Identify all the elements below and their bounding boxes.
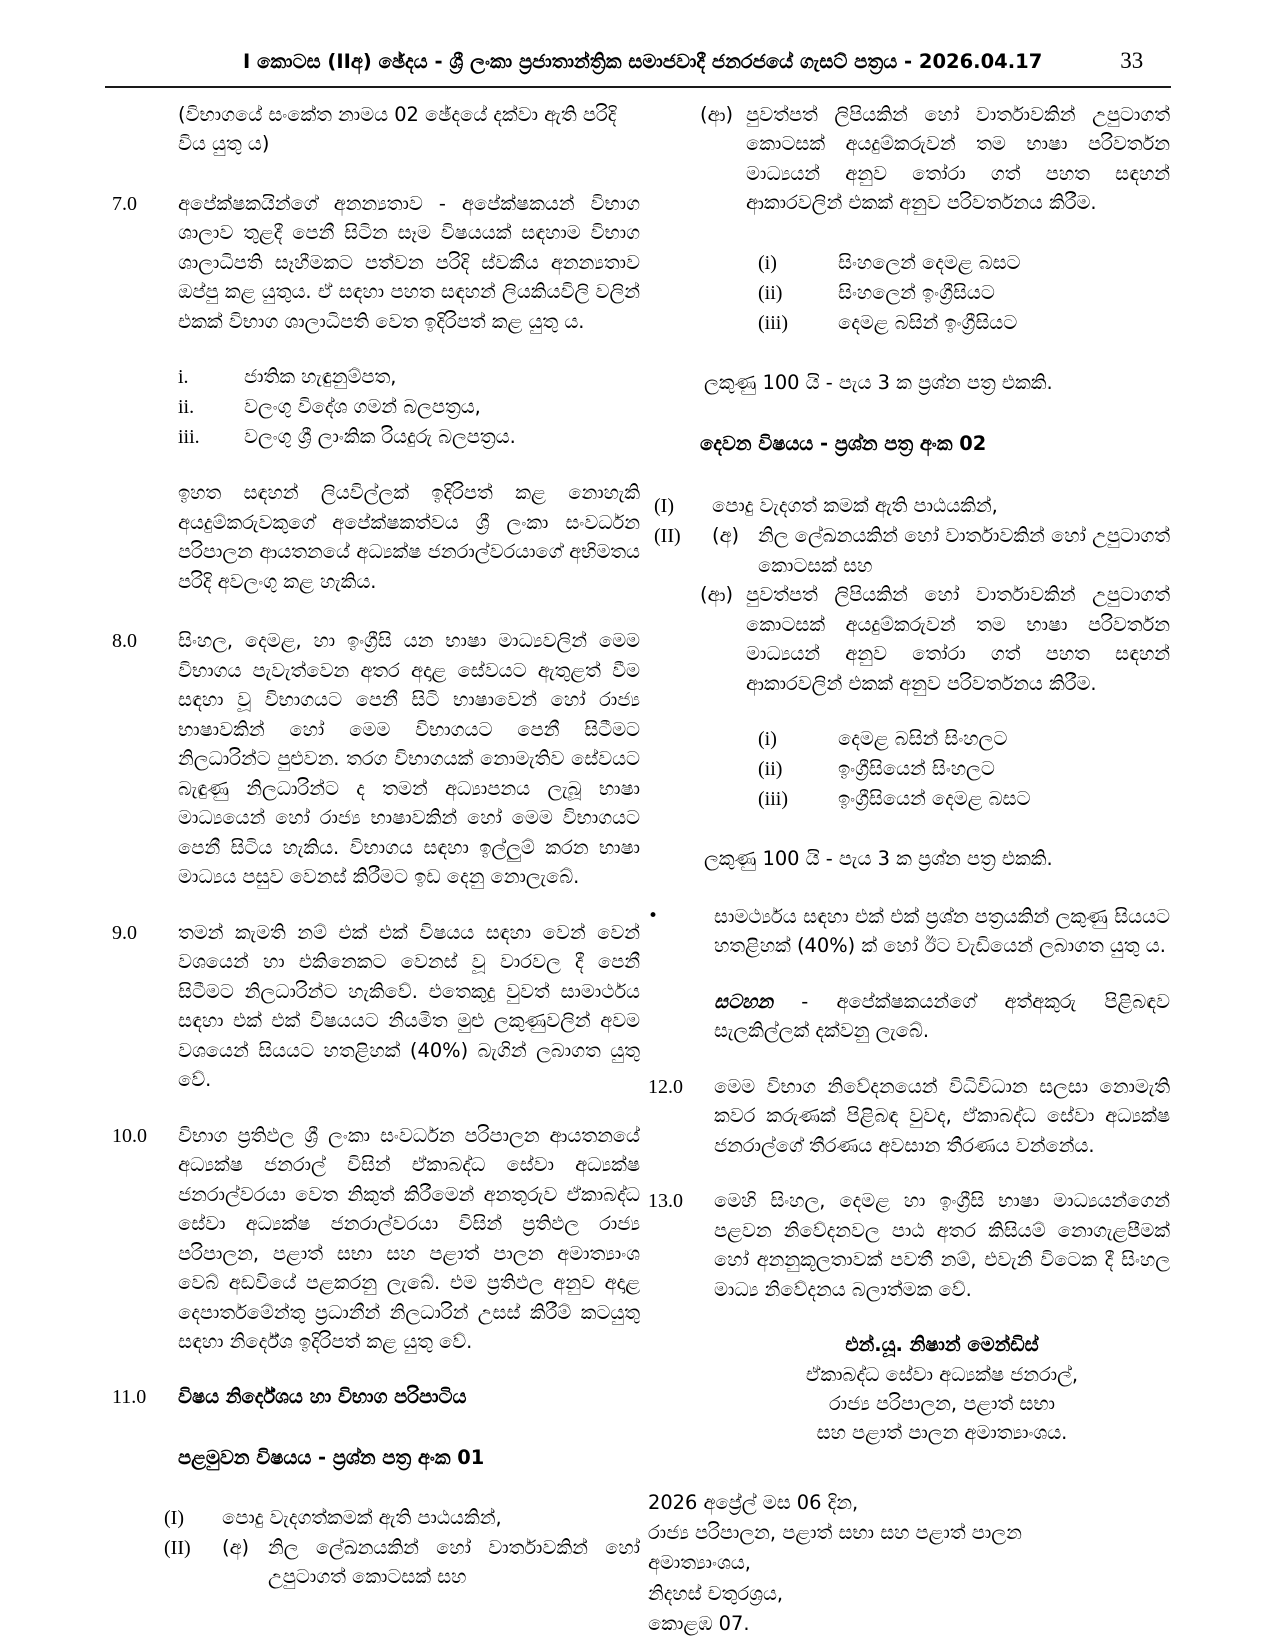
address-line-4: නිදහස් චතුරශ්‍රය, [648,1581,784,1605]
right-column [648,100,1170,1639]
paper1-item-II [164,1533,640,1592]
clause-8 [112,626,640,891]
list-item [758,308,1170,338]
spacer [648,698,1170,724]
paper2-item-II-sublabel: (අ) [712,524,740,548]
identity-documents-list [178,362,640,452]
paper1-items [164,1503,640,1592]
list-marker: i. [178,366,189,389]
list-item [758,248,1170,278]
paper2-item-II-label: (II) [654,525,681,548]
paper2-translation-list [758,724,1170,814]
list-text: දෙමළ බසින් ඉංග්‍රීසියට [838,310,1018,334]
clause-9-number: 9.0 [112,921,137,944]
list-text: ජාතික හැඳුනුම්පත, [244,365,397,389]
signatory-title-line-3: සහ පළාත් පාලන අමාත්‍යාංශය. [816,1421,1068,1445]
paper1-item-II-sublabel: (අ) [222,1535,250,1559]
clause-12 [648,1072,1170,1160]
list-marker: (i) [758,728,777,751]
paper1-marks: ලකුණු 100 යි - පැය 3 ක ප්‍රශ්න පත්‍ර එකකි. [704,370,1053,394]
list-item [758,784,1170,814]
clause-8-text: සිංහල, දෙමළ, හා ඉංග්‍රීසි යන භාෂා මාධ්‍යවලින් මෙම විභාගය පැවැත්වෙන අතර අදාළ සේවයට ඇතුළත් වීම සඳහා වූ විභාගයට පෙනී සිටි භාෂාවෙන් හෝ රාජ්‍ය භාෂාවකින් හෝ මෙම විභාගයට පෙනී සිටීමට නිලධාරින්ට පුළුවන. තරග විභාගයක් නොමැතිව සේවයට බැඳුණු නිලධාරින්ට ද තමන් අධ්‍යාපනය ලැබූ භාෂා මාධ්‍යයෙන් හෝ රාජ්‍ය භාෂාවකින් හෝ මෙම විභාගයට පෙනී සිටිය හැකිය. විභාගය සඳහා ඉල්ලුම් කරන භාෂා මාධ්‍යය පසුව වෙනස් කිරීමට ඉඩ දෙනු නොලැබේ. [178,629,640,889]
bullet-icon: • [648,905,659,926]
address-line-1: 2026 අප්‍රේල් මස 06 දින, [648,1490,859,1514]
clause-7 [112,189,640,336]
signature-block [714,1330,1170,1448]
address-line-2: රාජ්‍ය පරිපාලන, පළාත් සභා සහ පළාත් පාලන [648,1521,1022,1545]
clause-9-text: තමන් කැමති නම් එක් එක් විෂයය සඳහා වෙන් වෙන් වශයෙන් හා එකිනෙකට වෙනස් වූ වාරවල දී පෙනී සිටීමට නිලධාරින්ට හැකිවේ. එතෙකුදු වුවත් සාමාර්ථය සඳහා එක් එක් විෂයයට නියමිත මුළු ලකුණුවලින් අවම වශයෙන් සියයට හතළිහක් (40%) බැගින් ලබාගත යුතු වේ. [178,920,640,1092]
candidacy-cancellation-paragraph: ඉහත සඳහන් ලියවිල්ලක් ඉදිරිපත් කළ නොහැකි අයදුම්කරුවකුගේ අපේක්ෂකත්වය ශ්‍රී ලංකා සංවර්ධන පරිපාලන ආයතනයේ අධ්‍යක්ෂ ජනරාල්වරයාගේ අභිමතය පරිදි අවලංගු කළ හැකිය. [178,481,640,593]
list-marker: (iii) [758,788,788,811]
list-text: සිංහලෙන් ඉංග්‍රීසියට [838,280,995,304]
list-text: ඉංග්‍රීසියෙන් දෙමළ බසට [838,787,1031,811]
left-column [112,100,640,1592]
list-text: සිංහලෙන් දෙමළ බසට [838,250,1021,274]
list-marker: (iii) [758,311,788,334]
paper2-item-I-text: පොදු වැදගත් කමක් ඇති පාඨයකින්, [712,493,998,517]
list-item [178,392,640,422]
page-header [105,48,1170,84]
address-block [648,1488,1170,1639]
clause-10 [112,1121,640,1357]
pass-mark-bullet [648,902,1170,961]
clause-11-number: 11.0 [112,1386,147,1409]
note-dash: - [801,989,809,1013]
clause-12-text: මෙම විභාග නිවේදනයෙන් විධිවිධාන සලසා නොමැති කවර කරුණක් පිළිබඳ වුවද, ඒකාබද්ධ සේවා අධ්‍යක්ෂ ජනරාල්ගේ තීරණය අවසාන තීරණය වන්නේය. [714,1074,1170,1157]
paper2-item-II-text: නිල ලේඛනයකින් හෝ වාර්තාවකින් හෝ උපුටාගත් කොටසක් සහ [758,524,1170,577]
list-item [178,362,640,392]
list-item [758,754,1170,784]
paper2-marks: ලකුණු 100 යි - පැය 3 ක ප්‍රශ්න පත්‍ර එකකි. [704,847,1053,871]
exam-code-note: (විභාගයේ සංකේත නාමය 02 ඡේදයේ දක්වා ඇති පරිදි විය යුතු ය) [178,103,617,156]
list-marker: iii. [178,426,200,449]
handwriting-note [714,987,1170,1046]
note-label: සටහන [714,989,773,1013]
note-text: අපේක්ෂකයන්ගේ අත්අකුරු පිළිබඳව සැලකිල්ලක් දක්වනු ලැබේ. [714,989,1170,1043]
clause-13-text: මෙහි සිංහල, දෙමළ හා ඉංග්‍රීසි භාෂා මාධ්‍යයන්ගෙන් පළවන නිවේදනවල පාඨ අතර කිසියම් නොගැළපීමක් හෝ අනනුකූලතාවක් පවතී නම්, එවැනි විටෙක දී සිංහල මාධ්‍ය නිවේදනය බලාත්මක වේ. [714,1189,1170,1301]
signatory-name: එන්.යූ. නිෂාන් මෙන්ඩිස් [845,1333,1039,1357]
list-marker: (ii) [758,758,783,781]
list-text: වලංගු විදේශ ගමන් බලපත්‍රය, [244,395,481,419]
clause-12-number: 12.0 [648,1075,683,1098]
paper1-item-aa-sublabel: (ආ) [700,103,734,126]
address-line-5: කොළඹ 07. [648,1612,750,1636]
signatory-title-line-2: රාජ්‍ය පරිපාලන, පළාත් සභා [828,1391,1056,1415]
clause-9 [112,918,640,1095]
paper2-item-aa-sublabel: (ආ) [700,583,734,607]
clause-13-number: 13.0 [648,1190,683,1213]
list-item [758,278,1170,308]
clause-10-text: විභාග ප්‍රතිඵල ශ්‍රී ලංකා සංවර්ධන පරිපාලන ආයතනයේ අධ්‍යක්ෂ ජනරාල් විසින් ඒකාබද්ධ සේවා අධ්‍යක්ෂ ජනරාල්වරයා වෙත නිකුත් කිරීමෙන් අනතුරුව ඒකාබද්ධ සේවා අධ්‍යක්ෂ ජනරාල්වරයා විසින් ප්‍රතිඵල රාජ්‍ය පරිපාලන, පළාත් සභා සහ පළාත් පාලන අමාත්‍යාංශ වෙබ් අඩවියේ පළකරනු ලැබේ. එම ප්‍රතිඵල අනුව අදාළ දෙපාර්තමේන්තු ප්‍රධානීන් නිලධාරින් උසස් කිරීම් කටයුතු සඳහා නිර්දේශ ඉදිරිපත් කළ යුතු වේ. [178,1123,640,1353]
paper2-item-II [654,521,1170,580]
paper2-heading: දෙවන විෂයය - ප්‍රශ්න පත්‍ර අංක 02 [700,432,987,456]
paper2-item-aa [700,580,1170,698]
paper1-heading: පළමුවන විෂයය - ප්‍රශ්න පත්‍ර අංක 01 [178,1446,485,1470]
list-item [178,422,640,452]
paper2-item-aa-text: පුවත්පත් ලිපියකින් හෝ වාර්තාවකින් උපුටාගත් කොටසක් අයදුම්කරුවන් තම භාෂා පරිවර්තන මාධ්‍යයන් අනුව තෝරා ගත් පහත සඳහන් ආකාරවලින් එකක් අනුව පරිවර්තනය කිරීම. [746,583,1170,695]
clause-7-text: අපේක්ෂකයින්ගේ අනන්‍යතාව - අපේක්ෂකයන් විභාග ශාලාව තුළදී පෙනී සිටින සෑම විෂයයක් සඳහාම විභාග ශාලාධිපති සෑහීමකට පත්වන පරිදි ස්වකීය අනන්‍යතාව ඔප්පු කළ යුතුය. ඒ සඳහා පහත සඳහන් ලියකියවිලි වලින් එකක් විභාග ශාලාධිපති වෙත ඉදිරිපත් කළ යුතු ය. [178,191,640,333]
paper1-item-I-text: පොදු වැදගත්කමක් ඇති පාඨයකින්, [222,1505,502,1529]
paper2-item-I [654,491,1170,521]
paper1-translation-list [758,248,1170,338]
paper2-item-I-label: (I) [654,494,674,517]
clause-8-number: 8.0 [112,630,137,653]
list-marker: (i) [758,251,777,274]
paper1-item-I [164,1503,640,1533]
pass-mark-text: සාමර්ථ්‍යය සඳහා එක් එක් ප්‍රශ්න පත්‍රයකින් ලකුණු සියයට හතළිහක් (40%) ක් හෝ ඊට වැඩියෙන් ලබාගත යුතු ය. [714,904,1170,958]
paper2-items [654,491,1170,698]
clause-13 [648,1186,1170,1304]
paper1-item-II-label: (II) [164,1536,191,1559]
list-text: වලංගු ශ්‍රී ලාංකික රියදුරු බලපත්‍රය. [244,425,516,449]
address-line-3: අමාත්‍යාංශය, [648,1551,751,1575]
header-divider-rule [105,86,1171,88]
clause-7-number: 7.0 [112,192,137,215]
clause-11 [112,1382,640,1413]
paper1-item-aa [700,100,1170,218]
clause-11-title: විෂය නිර්දේශය හා විභාග පරිපාටිය [178,1385,467,1409]
paper1-item-II-text: නිල ලේඛනයකින් හෝ වාර්තාවකින් හෝ උපුටාගත් කොටසක් සහ [268,1535,640,1589]
list-text: ඉංග්‍රීසියෙන් සිංහලට [838,757,995,781]
gazette-header-title: I කොටස (IIඅ) ඡේදය - ශ්‍රී ලංකා ප්‍රජාතාන්ත්‍රික සමාජවාදී ජනරජයේ ගැසට් පත්‍රය - 2026.04.17 [243,50,1043,73]
list-item [758,724,1170,754]
clause-10-number: 10.0 [112,1124,147,1147]
signatory-title-line-1: ඒකාබද්ධ සේවා අධ්‍යක්ෂ ජනරාල්, [805,1362,1079,1386]
paper1-item-I-label: (I) [164,1506,184,1529]
list-marker: (ii) [758,281,783,304]
list-marker: ii. [178,396,195,419]
paper1-item-aa-text: පුවත්පත් ලිපියකින් හෝ වාර්තාවකින් උපුටාගත් කොටසක් අයදුම්කරුවන් තම භාෂා පරිවර්තන මාධ්‍යයන් අනුව තෝරා ගත් පහත සඳහන් ආකාරවලින් එකක් අනුව පරිවර්තනය කිරීම. [746,103,1170,215]
page-number: 33 [1120,48,1144,73]
list-text: දෙමළ බසින් සිංහලට [838,727,1008,751]
